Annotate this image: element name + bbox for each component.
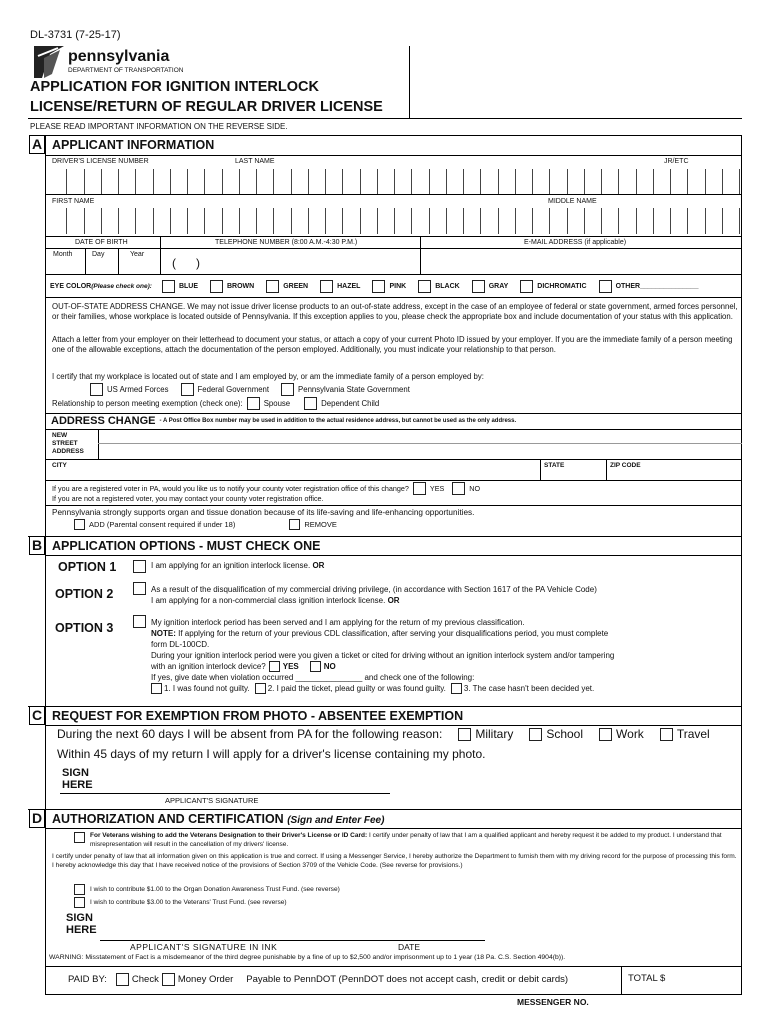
travel-checkbox[interactable] [660, 728, 673, 741]
pa-gov-checkbox[interactable] [281, 383, 294, 396]
state-label: STATE [544, 462, 565, 469]
section-b-title: APPLICATION OPTIONS - MUST CHECK ONE [52, 539, 321, 553]
o3-no-checkbox[interactable] [310, 661, 321, 672]
spouse-checkbox[interactable] [247, 397, 260, 410]
contribution-1: I wish to contribute $1.00 to the Organ Donation Awareness Trust Fund. (see reverse) [74, 884, 340, 895]
street-address-field[interactable] [99, 430, 741, 458]
month-label: Month [53, 251, 73, 258]
employer-row: US Armed Forces Federal Government Pennsylvania State Government [90, 383, 410, 396]
year-label: Year [130, 251, 145, 258]
return-statement: Within 45 days of my return I will apply for a driver's license containing my photo. [57, 747, 486, 761]
sign-here-d: SIGN HERE [66, 912, 97, 936]
phone-area-code: ( ) [172, 256, 200, 270]
option-2-checkbox[interactable] [133, 582, 146, 595]
veterans-fund-checkbox[interactable] [74, 897, 85, 908]
dob-label: DATE OF BIRTH [75, 239, 128, 246]
dependent-child-checkbox[interactable] [304, 397, 317, 410]
relationship-row: Relationship to person meeting exemption (check one): Spouse Dependent Child [52, 397, 379, 410]
title-line2: LICENSE/RETURN OF REGULAR DRIVER LICENSE [30, 99, 383, 115]
section-a-title: APPLICANT INFORMATION [52, 138, 215, 152]
oos-paragraph-2: Attach a letter from your employer on their letterhead to document your status, or attach a copy of your current Photo ID issued by your employer. If you are the immediate family of a person meeting one of the allowable exceptions, attach the documentation of the person employed. Additionally, you must indicate your relationship to that person. [52, 335, 733, 354]
signature-ink-label: APPLICANT'S SIGNATURE IN INK [130, 942, 278, 952]
option-1-checkbox[interactable] [133, 560, 146, 573]
military-checkbox[interactable] [458, 728, 471, 741]
certify-text: I certify under penalty of law that all information given on this application is true and correct. If using a Messenger Service, I hereby authorize the Department to furnish them with my driving record for the purpose of processing this form. I hereby acknowledge this day that I have received notice of the provisions of Section 3709 of the Vehicle Code. (See reverse for provisions.) [52, 853, 737, 869]
eye-blue-checkbox[interactable] [162, 280, 175, 293]
voter-no-checkbox[interactable] [452, 482, 465, 495]
total-field[interactable] [680, 968, 740, 993]
option-3-checkbox[interactable] [133, 615, 146, 628]
form-number: DL-3731 (7-25-17) [30, 29, 121, 41]
voter-row: If you are a registered voter in PA, would you like us to notify your county voter registration office of this change? YES NO [52, 484, 481, 493]
option-2-text: As a result of the disqualification of my commercial driving privilege, (in accordance with Section 1617 of the PA Vehicle Code) I am applying for a non-commercial class ignition interlock license. OR [151, 585, 597, 605]
eye-gray-checkbox[interactable] [472, 280, 485, 293]
organ-add-checkbox[interactable] [74, 519, 85, 530]
address-change-header: ADDRESS CHANGE - A Post Office Box number may be used in addition to the actual residence address, but cannot be used as the only address. [51, 415, 517, 427]
eye-green-checkbox[interactable] [266, 280, 279, 293]
veterans-text: For Veterans wishing to add the Veterans Designation to their Driver's License or ID Card: I certify under penalty of law that I am a qualified applicant and hereby request it be added to my product. I understand that misrepresentation will result in the cancellation of my drivers' license. [90, 832, 722, 848]
option-1-label: OPTION 1 [58, 560, 117, 574]
messenger-label: MESSENGER NO. [517, 997, 589, 1007]
organ-fund-checkbox[interactable] [74, 884, 85, 895]
organ-options: ADD (Parental consent required if under 18) REMOVE [74, 519, 337, 530]
agency-name: pennsylvania [68, 48, 170, 65]
section-d-letter: D [29, 809, 45, 828]
pay-check-checkbox[interactable] [116, 973, 129, 986]
day-label: Day [92, 251, 105, 258]
first-middle-grid[interactable] [50, 208, 740, 234]
voter-note: If you are not a registered voter, you may contact your county voter registration office. [52, 494, 324, 503]
first-name-label: FIRST NAME [52, 198, 95, 205]
pay-money-order-checkbox[interactable] [162, 973, 175, 986]
not-guilty-checkbox[interactable] [151, 683, 162, 694]
contribution-2: I wish to contribute $3.00 to the Veterans' Trust Fund. (see reverse) [74, 897, 287, 908]
option-3-label: OPTION 3 [55, 621, 114, 635]
organ-remove-checkbox[interactable] [289, 519, 300, 530]
applicant-signature-label: APPLICANT'S SIGNATURE [165, 796, 259, 805]
eye-dichromatic-checkbox[interactable] [520, 280, 533, 293]
certify-statement: I certify that my workplace is located out of state and I am employed by, or am the immediate family of a person employed by: [52, 372, 484, 381]
warning-text: WARNING: Misstatement of Fact is a misdemeanor of the third degree punishable by a fine of up to $2,500 and/or imprisonment up to 1 year (18 Pa. C.S. Section 4904(b)). [49, 954, 566, 961]
eye-hazel-checkbox[interactable] [320, 280, 333, 293]
eye-black-checkbox[interactable] [418, 280, 431, 293]
eye-color-row: EYE COLOR(Please check one): BLUE BROWN GREEN HAZEL PINK BLACK GRAY DICHROMATIC OTHER_______________ [50, 280, 698, 293]
organ-donation-text: Pennsylvania strongly supports organ and tissue donation because of its life-saving and life-enhancing opportunities. [52, 508, 475, 517]
armed-forces-checkbox[interactable] [90, 383, 103, 396]
date-label: DATE [398, 942, 421, 952]
signature-field-c[interactable] [100, 770, 390, 792]
federal-gov-checkbox[interactable] [181, 383, 194, 396]
voter-yes-checkbox[interactable] [413, 482, 426, 495]
total-label: TOTAL $ [628, 973, 666, 984]
title-line1: APPLICATION FOR IGNITION INTERLOCK [30, 79, 319, 95]
phone-label: TELEPHONE NUMBER (8:00 A.M.-4:30 P.M.) [215, 239, 358, 246]
oos-paragraph-1: OUT-OF-STATE ADDRESS CHANGE. We may not issue driver license products to an out-of-state address, except in the case of an employee of federal or state government, armed forces personnel, or their families, whose workplace is located outside of Pennsylvania. If this exception applies to you, please check the appropriate box and include documentation of your status with this application. [52, 302, 738, 321]
section-d-title: AUTHORIZATION AND CERTIFICATION (Sign and Enter Fee) [52, 812, 385, 826]
agency-sub: DEPARTMENT OF TRANSPORTATION [68, 67, 184, 74]
penndot-logo [30, 44, 66, 80]
sign-here-c: SIGN HERE [62, 767, 93, 791]
last-name-label: LAST NAME [235, 158, 275, 165]
absent-reason-row: During the next 60 days I will be absent from PA for the following reason: Military School Work Travel [57, 727, 710, 741]
o3-yes-checkbox[interactable] [269, 661, 280, 672]
new-street-label: NEW STREET ADDRESS [52, 432, 84, 455]
email-label: E-MAIL ADDRESS (if applicable) [524, 239, 627, 246]
payment-row: PAID BY: Check Money Order Payable to PennDOT (PennDOT does not accept cash, credit or debit cards) [68, 974, 569, 985]
section-a-letter: A [29, 135, 45, 154]
school-checkbox[interactable] [529, 728, 542, 741]
middle-name-label: MIDDLE NAME [548, 198, 597, 205]
undecided-checkbox[interactable] [451, 683, 462, 694]
city-label: CITY [52, 462, 67, 469]
section-c-letter: C [29, 706, 45, 725]
option-3-text: My ignition interlock period has been served and I am applying for the return of my previous classification. NOTE: If applying for the return of your previous CDL classification, after serving your disqualifications period, you must complete form DL-100CD. During your ignition interlock period were you given a ticket or cited for driving without an ignition interlock system and/or tampering with an ignition interlock device? YES NO If yes, give date when violation occurred _______________ and check one of the following: 1. I was found not guilty. 2. I paid the ticket, plead guilty or was found guilty. 3. The case hasn't been decided yet. [151, 618, 615, 693]
jr-label: JR/ETC [664, 158, 689, 165]
work-checkbox[interactable] [599, 728, 612, 741]
eye-pink-checkbox[interactable] [372, 280, 385, 293]
dl-label: DRIVER'S LICENSE NUMBER [52, 158, 149, 165]
eye-other-checkbox[interactable] [599, 280, 612, 293]
option-1-text: I am applying for an ignition interlock license. OR [151, 561, 325, 570]
guilty-checkbox[interactable] [255, 683, 266, 694]
veterans-checkbox[interactable] [74, 832, 85, 843]
zip-label: ZIP CODE [610, 462, 641, 469]
read-note: PLEASE READ IMPORTANT INFORMATION ON THE REVERSE SIDE. [30, 122, 288, 131]
dl-name-grid[interactable] [50, 169, 740, 194]
section-b-letter: B [29, 536, 45, 555]
section-c-title: REQUEST FOR EXEMPTION FROM PHOTO - ABSENTEE EXEMPTION [52, 709, 464, 723]
signature-field-d[interactable] [110, 915, 480, 939]
eye-brown-checkbox[interactable] [210, 280, 223, 293]
option-2-label: OPTION 2 [55, 587, 114, 601]
